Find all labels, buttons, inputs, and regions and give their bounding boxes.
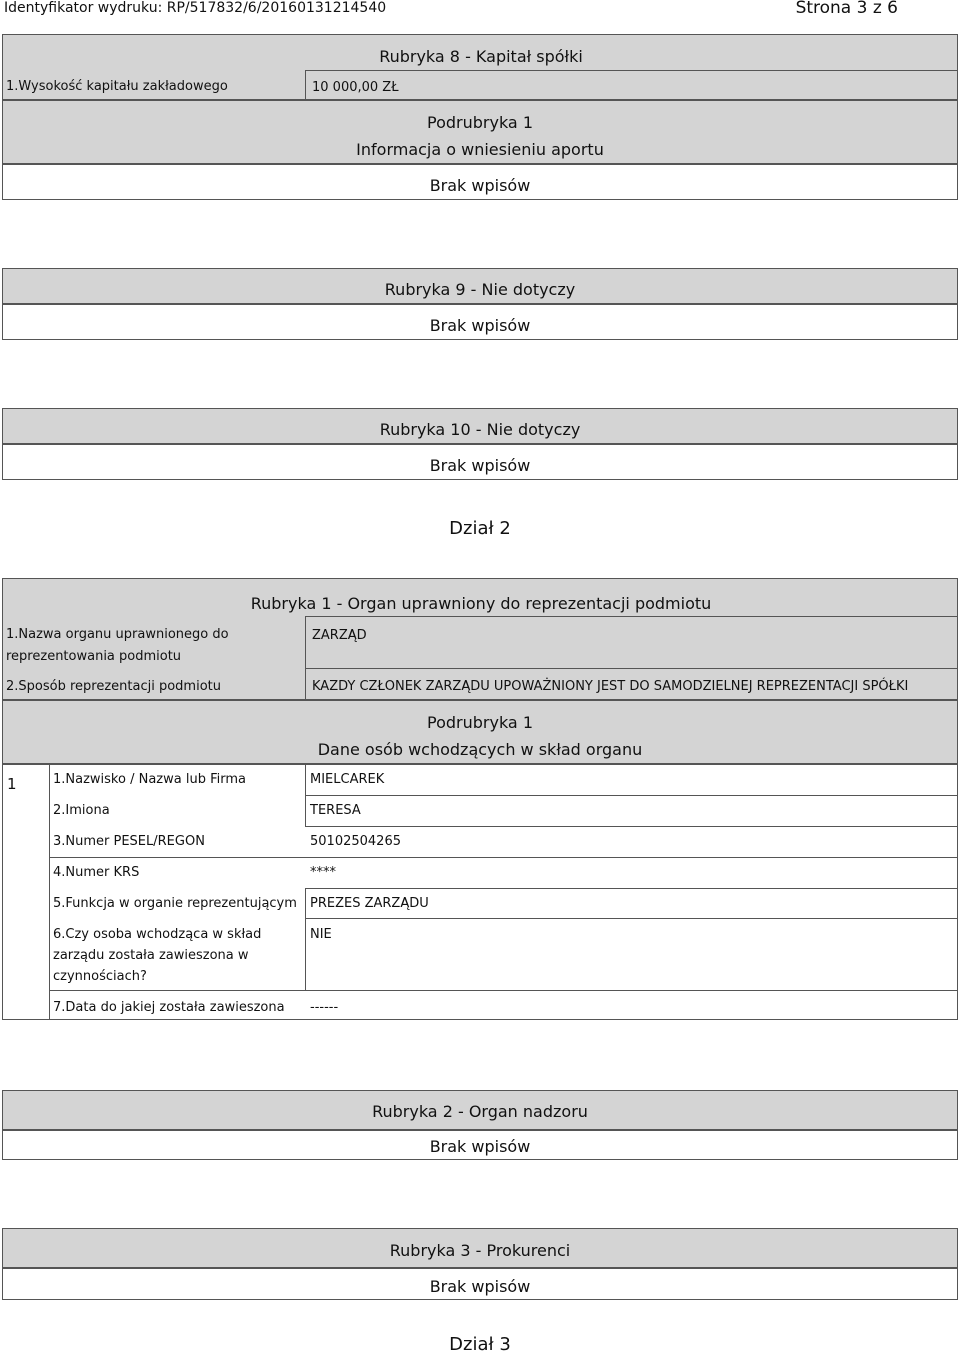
field-label: 4.Numer KRS	[53, 865, 140, 880]
dzial-3-title: Dział 3	[449, 1334, 511, 1355]
field-label: 7.Data do jakiej została zawieszona	[53, 1000, 285, 1015]
divider	[305, 70, 958, 71]
field-value: NIE	[310, 927, 332, 942]
field-value: ****	[310, 865, 336, 880]
rubryka-8-section	[2, 34, 958, 100]
divider	[49, 764, 50, 1020]
podrubryka-1-header	[2, 700, 958, 764]
empty-entries-box	[2, 444, 958, 480]
podrubryka-title: Podrubryka 1	[427, 113, 533, 132]
page-number: Strona 3 z 6	[795, 0, 898, 18]
rubryka-10-title: Rubryka 10 - Nie dotyczy	[379, 420, 581, 439]
divider	[305, 795, 958, 796]
rubryka-9-title: Rubryka 9 - Nie dotyczy	[384, 280, 576, 299]
rubryka-10-section	[2, 408, 958, 444]
podrubryka-1-header	[2, 100, 958, 164]
podrubryka-name: Dane osób wchodzących w skład organu	[317, 740, 643, 759]
representation-label: 2.Sposób reprezentacji podmiotu	[6, 679, 221, 694]
empty-entries-text: Brak wpisów	[429, 316, 531, 335]
empty-entries-text: Brak wpisów	[429, 1277, 531, 1296]
empty-entries-text: Brak wpisów	[429, 456, 531, 475]
field-value: PREZES ZARZĄDU	[310, 896, 429, 911]
rubryka-9-section	[2, 268, 958, 304]
field-value: ------	[310, 1000, 339, 1015]
organ-name-label: 1.Nazwa organu uprawnionego do reprezentowania podmiotu	[6, 627, 229, 664]
print-identifier: Identyfikator wydruku: RP/517832/6/20160131214540	[4, 0, 387, 16]
divider	[305, 616, 958, 617]
organ-name-value: ZARZĄD	[312, 628, 367, 643]
rubryka-2-section	[2, 1090, 958, 1130]
field-value: TERESA	[310, 803, 361, 818]
empty-entries-box	[2, 304, 958, 340]
field-label: 2.Imiona	[53, 803, 110, 818]
divider	[305, 888, 958, 889]
divider	[305, 616, 306, 700]
divider	[49, 857, 958, 858]
field-value: 50102504265	[310, 834, 401, 849]
divider	[305, 668, 958, 669]
rubryka-1-title: Rubryka 1 - Organ uprawniony do reprezentacji podmiotu	[250, 594, 712, 613]
field-label: 1.Nazwisko / Nazwa lub Firma	[53, 772, 246, 787]
divider	[49, 990, 958, 991]
empty-entries-text: Brak wpisów	[429, 176, 531, 195]
empty-entries-text: Brak wpisów	[429, 1137, 531, 1156]
field-label: 6.Czy osoba wchodząca w skład zarządu została zawieszona w czynnościach?	[53, 927, 262, 984]
field-label: 3.Numer PESEL/REGON	[53, 834, 205, 849]
divider	[305, 70, 306, 100]
capital-value: 10 000,00 ZŁ	[312, 80, 399, 95]
divider	[305, 888, 306, 990]
rubryka-8-title: Rubryka 8 - Kapitał spółki	[379, 47, 583, 66]
divider	[305, 826, 958, 827]
field-label: 5.Funkcja w organie reprezentującym	[53, 896, 297, 911]
divider	[305, 918, 958, 919]
rubryka-3-section	[2, 1228, 958, 1268]
entry-number: 1	[7, 775, 17, 793]
rubryka-2-title: Rubryka 2 - Organ nadzoru	[372, 1102, 588, 1121]
capital-label: 1.Wysokość kapitału zakładowego	[6, 79, 228, 94]
representation-value: KAZDY CZŁONEK ZARZĄDU UPOWAŻNIONY JEST DO SAMODZIELNEJ REPREZENTACJI SPÓŁKI	[312, 679, 909, 694]
dzial-2-title: Dział 2	[449, 518, 511, 539]
empty-entries-box	[2, 164, 958, 200]
podrubryka-title: Podrubryka 1	[427, 713, 533, 732]
field-value: MIELCAREK	[310, 772, 385, 787]
rubryka-1-section	[2, 578, 958, 700]
rubryka-3-title: Rubryka 3 - Prokurenci	[389, 1241, 571, 1260]
empty-entries-box	[2, 1130, 958, 1160]
podrubryka-name: Informacja o wniesieniu aportu	[356, 140, 604, 159]
empty-entries-box	[2, 1268, 958, 1300]
